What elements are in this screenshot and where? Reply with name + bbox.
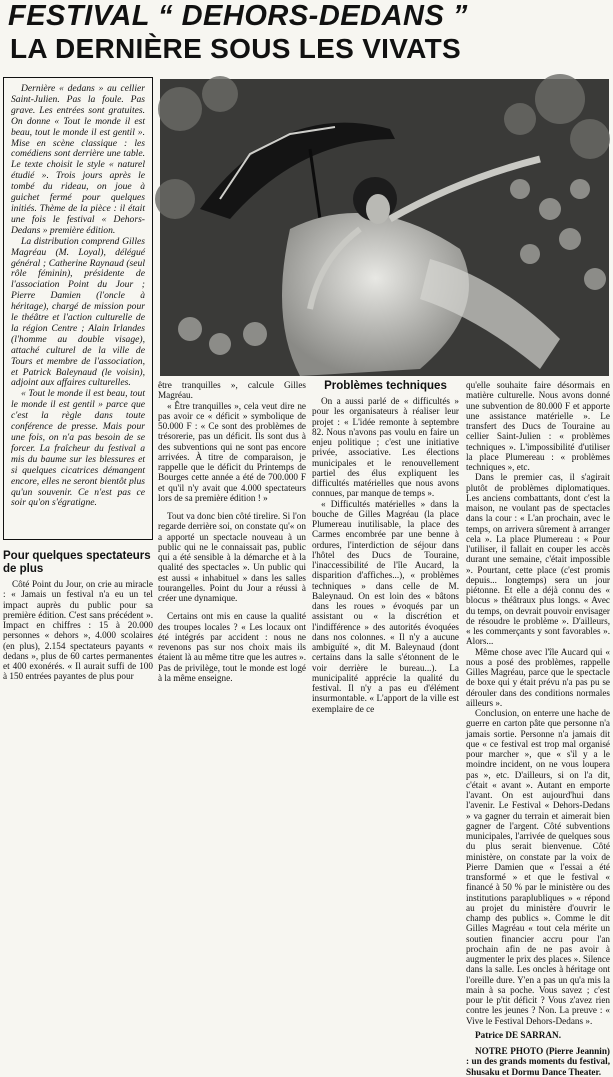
subhead-problemes-techniques: Problèmes techniques [324, 380, 447, 392]
column-paragraph: « Être tranquilles », cela veut dire ne pas avoir ce « déficit » symbolique de 50.000 F : « Ce sont des problèmes de trésorerie, pas un déficit. Ils sont dus à des subventions qui ne sont pas encore arrivées. À titre de comparaison, je rappelle que le déficit du Printemps de Bourges cette année a été de 700.000 F et qu'il n'y avait que 4.000 spectateurs lors de sa première édition ! » [158, 400, 306, 503]
column-1 [3, 550, 153, 700]
photo-caption: NOTRE PHOTO (Pierre Jeannin) : un des grands moments du festival, Shusaku et Dormu Dance Theater. [466, 1046, 610, 1077]
festival-photo [160, 79, 609, 376]
intro-box [3, 77, 153, 540]
column-paragraph: On a aussi parlé de « difficultés » pour les organisateurs à réaliser leur projet : « L'idée remonte à septembre 82. Nous n'avons pas voulu en faire un enjeu politique ; c'est une initiative privée, associative. Les élections municipales et le renouvellement partiel des élus expliquent les difficultés matérielles que nous avons connues, par manque de temps ». [312, 396, 459, 499]
column-paragraph: Côté Point du Jour, on crie au miracle : « Jamais un festival n'a eu un tel impact auprès du public pour sa première édition. C'est sans précédent ». Impact en chiffres : 15 à 20.000 personnes « dehors », 4.000 scolaires (en plus), 2.154 spectateurs payants « dedans », plus de 60 cartes permanentes et 400 exonérés. « Il aurait suffi de 100 à 150 entrées payantes de plus pour [3, 579, 153, 682]
column-3 [312, 380, 459, 720]
column-paragraph: qu'elle souhaite faire désormais en matière culturelle. Nous avons donné une subvention de 80.000 F et apporte une assistance matérielle ». Le transfert des Ducs de Touraine au cellier Saint-Julien : « problèmes techniques ». L'impossibilité d'utiliser la place Plumereau : « problèmes techniques », etc. [466, 380, 610, 472]
article-headline: LA DERNIÈRE SOUS LES VIVATS [10, 33, 461, 64]
column-paragraph: « Difficultés matérielles » dans la bouche de Gilles Magréau (la place Plumereau inutilisable, la place des Carmes encombrée par une benne à ordures, l'interdiction de séjour dans l'hôtel des Ducs de Touraine, l'inaccessibilité de l'île Aucard, la disparition d'affiches...), « problèmes techniques » dans celle de M. Baleynaud. On est loin des « bâtons dans les roues » évoqués par un assistant ou « la discrétion et l'indifférence » des autorités évoquées dans nos colonnes. « Il n'y a aucune ambiguïté », dit M. Baleynaud (dont certains dans la salle s'étonnent de le voir derrière le bureau...). La municipalité apprécie la qualité du festival. Il n'y a pas eu d'élément insurmontable. « L'apport de la ville est exemplaire de ce [312, 498, 459, 714]
column-paragraph: Certains ont mis en cause la qualité des troupes locales ? « Les locaux ont été intégrés par accident : nous ne revenons pas sur nos choix mais ils étaient là au même titre que les autres ». Pas de privilège, tout le monde est logé à la même enseigne. [158, 611, 306, 683]
column-2 [158, 380, 306, 720]
column-4 [466, 380, 610, 1077]
column-paragraph: Conclusion, on enterre une hache de guerre en carton pâte que personne n'a jamais sortie. Personne n'a jamais dit que « ce festival est trop mal organisé pour marcher », que « s'il y a le moindre incident, on ne vous loupera pas », etc. D'ailleurs, si on l'a dit, c'était « avant ». Autant en emporte l'avant. On est aujourd'hui dans l'avenir. Le Festival « Dehors-Dedans » va gagner du terrain et aimerait bien gagner de l'argent. Côté subventions municipales, l'arrivée de quelques sous du plus serait bienvenue. Côté ministère, on constate par la voix de Pierre Damien que « l'essai a été transformé » et que le festival « financé à 50 % par le ministère ou des institutions paraplubliques » « répond au projet du ministère d'ouvrir le champ des publics ». Comme le dit Gilles Magréau « tout cela mérite un soutien financier accru pour l'an prochain afin de ne pas avoir à augmenter le prix des places ». Silence dans la salle. Les oncles à héritage ont l'oreille dure. Y'en a pas un qu'a mis la main à sa poche. Vous savez ; c'est pour le p'tit déficit ? Vous z'avez rien contre les jeunes ? Non. La preuve : « Vive le Festival Dehors-Dedans ». [466, 708, 610, 1026]
photo-dancer-umbrella-illustration [160, 79, 609, 376]
column-paragraph: Tout va donc bien côté tirelire. Si l'on regarde derrière soi, on constate qu'« on a apporté un spectacle nouveau à un public qui ne le connaissait pas, public qui a été sensible à la démarche et à la qualité des spectacles ». Un public qui est aussi « inhabituel » dans les salles tourangelles. Point du Jour a réussi à créer une dynamique. [158, 511, 306, 603]
article-kicker: FESTIVAL “ DEHORS-DEDANS ” [8, 0, 468, 32]
column-paragraph: Dans le premier cas, il s'agirait plutôt de problèmes diplomatiques. Les anciens combattants, dont c'est la maison, ne voulant pas de spectacles dans la cour : « L'an prochain, avec le temps, on arrivera sûrement à arranger cela ». La place Plumereau : « Pour l'utiliser, il fallait en couper les accès durant une semaine, c'était impossible ». Pourtant, cette place (c'est promis depuis... longtemps) sera un jour piétonne. Et elle a déjà connu des « blocus » théâtraux plus longs. « Avec du temps, on devrait pouvoir envisager de résoudre le problème ». D'ailleurs, « les commerçants y sont favorables ». Alors... [466, 472, 610, 647]
subhead-spectateurs: Pour quelques spectateurs de plus [3, 550, 151, 575]
intro-paragraph: « Tout le monde il est beau, tout le monde il est gentil » parce que c'est la règle dans toute conférence de presse. Mais pour une fois, on n'a pas besoin de se forcer. La fraîcheur du festival a mis du baume sur les blessures et si quelques cicatrices démangent encore, elles ne seront bientôt plus qu'un souvenir. Ce n'est pas ce soir qu'on s'égratigne. [11, 388, 145, 509]
intro-paragraph: La distribution comprend Gilles Magréau (M. Loyal), délégué général ; Catherine Raynaud (seul rôle féminin), présidente de l'association Point du Jour ; Pierre Damien (l'oncle à héritage), chargé de mission pour le théâtre et l'action culturelle de la région Centre ; Alain Irlandes (l'homme au double visage), attaché culturel de la ville de Tours et membre de l'association, et Patrick Baleynaud (le voisin), adjoint aux affaires culturelles. [11, 235, 145, 389]
column-paragraph: être tranquilles », calcule Gilles Magréau. [158, 380, 306, 401]
column-paragraph: Même chose avec l'île Aucard qui « nous a posé des problèmes, rappelle Gilles Magréau, parce que le spectacle de boxe qui y était prévu n'a pas pu se dérouler dans des conditions normales ailleurs ». [466, 646, 610, 708]
author-signature: Patrice DE SARRAN. [475, 1029, 561, 1040]
intro-paragraph: Dernière « dedans » au cellier Saint-Julien. Pas la foule. Pas grave. Les entrées sont gratuites. On donne « Tout le monde il est beau, tout le monde il est gentil ». Mise en scène classique : les comédiens sont derrière une table. Le texte choisit le style « naturel étudié ». Trois jours après le tombé du rideau, on joue à guichet fermé pour quelques initiés. Thème de la pièce : il était une fois le festival « Dehors-Dedans » première édition. [11, 83, 145, 236]
